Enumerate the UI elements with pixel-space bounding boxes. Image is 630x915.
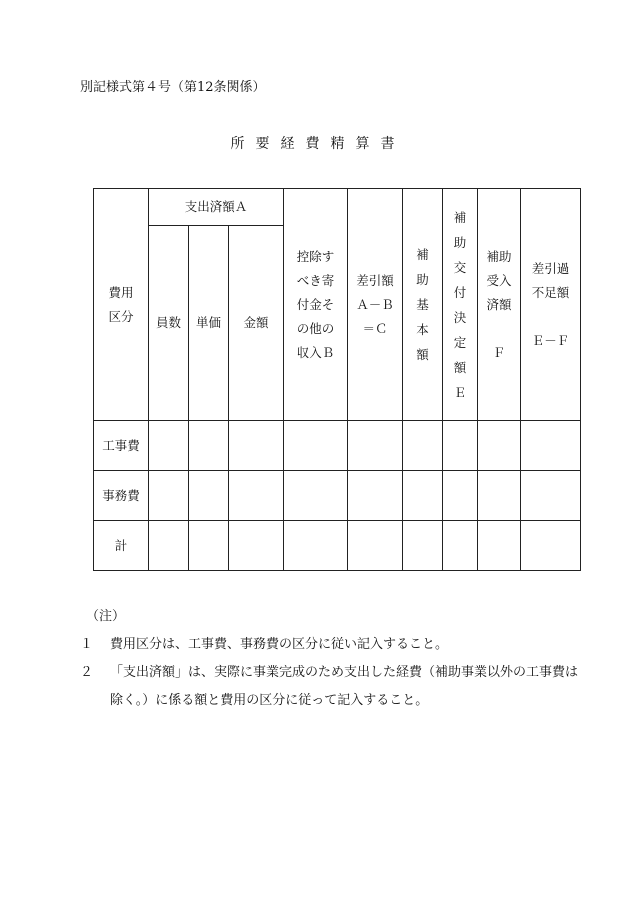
note-number: ２ — [80, 665, 94, 680]
header-deductible: 控除す べき寄 付金そ の他の 収入Ｂ — [284, 189, 348, 421]
table-cell — [521, 521, 581, 571]
table-row — [94, 471, 581, 521]
table-cell — [189, 471, 229, 521]
table-cell — [348, 521, 403, 571]
document-title: 所要経費精算書 — [230, 136, 406, 152]
table-cell — [443, 471, 478, 521]
table-cell — [189, 421, 229, 471]
table-cell — [229, 471, 284, 521]
table-cell — [229, 521, 284, 571]
table-cell — [521, 471, 581, 521]
expense-table — [93, 188, 581, 571]
table-cell — [443, 421, 478, 471]
row-label: 計 — [94, 521, 149, 571]
header-amount: 金額 — [229, 226, 284, 421]
table-cell — [189, 521, 229, 571]
table-cell — [478, 421, 521, 471]
header-expended-group: 支出済額Ａ — [149, 189, 284, 226]
table-cell — [149, 521, 189, 571]
table-cell — [403, 521, 443, 571]
table-cell — [403, 471, 443, 521]
table-cell — [149, 421, 189, 471]
row-label: 事務費 — [94, 471, 149, 521]
note-text: 費用区分は、工事費、事務費の区分に従い記入すること。 — [110, 637, 449, 652]
header-subsidy-base: 補助基本額 — [403, 189, 443, 421]
table-cell — [443, 521, 478, 571]
table-cell — [521, 421, 581, 471]
header-balance: 差引過 不足額 Ｅ－Ｆ — [521, 189, 581, 421]
table-cell — [478, 471, 521, 521]
notes — [80, 603, 580, 715]
table-cell — [284, 471, 348, 521]
note-item — [80, 659, 580, 715]
header-unit-price: 単価 — [189, 226, 229, 421]
table-cell — [284, 421, 348, 471]
header-category: 費用 区分 — [94, 189, 149, 421]
table-cell — [229, 421, 284, 471]
header-subsidy-decided: 補助交付決定額Ｅ — [443, 189, 478, 421]
header-difference: 差引額 Ａ－Ｂ ＝Ｃ — [348, 189, 403, 421]
note-number: １ — [80, 637, 94, 652]
notes-heading: （注） — [86, 609, 126, 624]
table-row — [94, 521, 581, 571]
note-item — [80, 631, 580, 659]
table-cell — [348, 421, 403, 471]
table-cell — [403, 421, 443, 471]
table-cell — [478, 521, 521, 571]
table-cell — [284, 521, 348, 571]
table-row — [94, 421, 581, 471]
header-subsidy-received: 補助 受入 済額 Ｆ — [478, 189, 521, 421]
table-cell — [149, 471, 189, 521]
row-label: 工事費 — [94, 421, 149, 471]
note-text: 「支出済額」は、実際に事業完成のため支出した経費（補助事業以外の工事費は除く。）に係る額と費用の区分に従って記入すること。 — [110, 665, 579, 708]
form-number: 別記様式第４号（第12条関係） — [80, 80, 266, 95]
header-members: 員数 — [149, 226, 189, 421]
table-cell — [348, 471, 403, 521]
